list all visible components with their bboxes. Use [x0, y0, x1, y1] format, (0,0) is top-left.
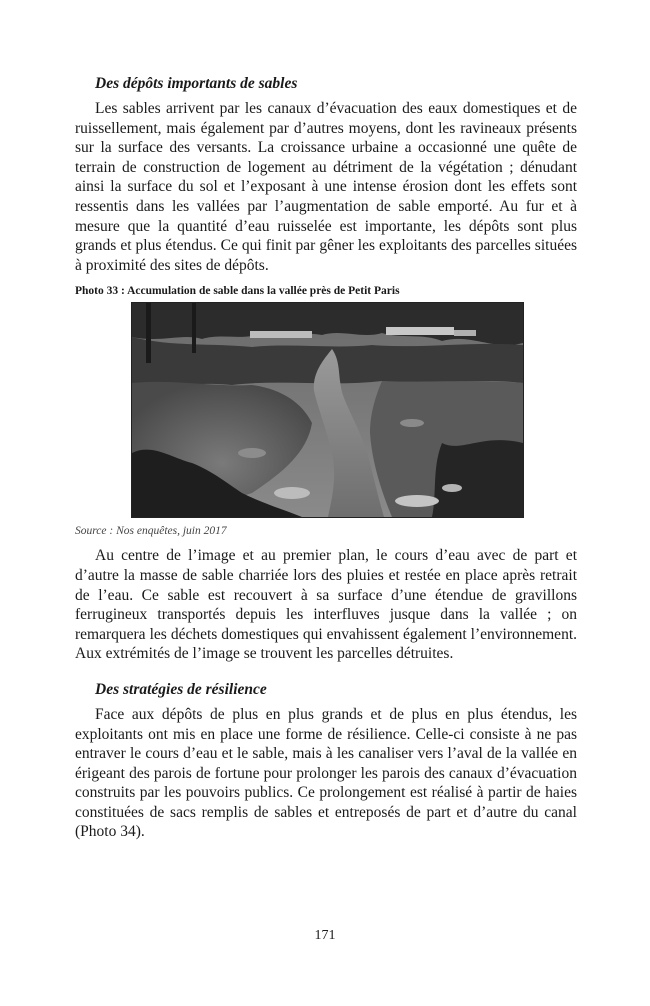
photo-sand-accumulation	[131, 302, 524, 518]
photo-source: Source : Nos enquêtes, juin 2017	[75, 525, 227, 538]
page-content	[75, 74, 577, 842]
photo-image	[132, 303, 523, 517]
photo-caption: Photo 33 : Accumulation de sable dans la vallée près de Petit Paris	[75, 285, 400, 298]
paragraph-resilience: Face aux dépôts de plus en plus grands et de plus en plus étendus, les exploitants ont mis en place une forme de résilience. Celle-ci consiste à ne pas entraver le cours d’eau et le sable, mais à les canaliser vers l’aval de la vallée en érigeant des parois de fortune pour prolonger les parois des canaux d’évacuation construits par les pouvoirs publics. Ce prolongement est réalisé à partir de haies constituées de sacs remplis de sables et entreposés de part et d’autre du canal (Photo 34).	[75, 705, 577, 841]
page-number: 171	[314, 928, 336, 943]
paragraph-sand-deposits: Les sables arrivent par les canaux d’évacuation des eaux domestiques et de ruissellement, mais également par d’autres moyens, dont les ravineaux présents sur la surface des versants. La croissance urbaine a occasionné une quête de terrain de construction de logement au détriment de la végétation ; dénudant ainsi la surface du sol et l’exposant à une intense érosion dont les effets sont ressentis dans les vallées par l’augmentation de sable emporté. Au fur et à mesure que la quantité d’eau ruisselée est importante, les dépôts sont plus grands et plus étendus. Ce qui finit par gêner les exploitants des parcelles situées à proximité des sites de dépôts.	[75, 100, 577, 274]
section-heading-resilience: Des stratégies de résilience	[95, 680, 267, 698]
section-heading-sand-deposits: Des dépôts importants de sables	[95, 75, 298, 92]
paragraph-photo-description: Au centre de l’image et au premier plan, le cours d’eau avec de part et d’autre la masse de sable charriée lors des pluies et restée en place après retrait de l’eau. Ce sable est recouvert à sa surface d’une étendue de gravillons ferrugineux transportés depuis les interfluves jusque dans la vallée ; on remarquera les déchets domestiques qui envahissent également l’environnement. Aux extrémités de l’image se trouvent les parcelles détruites.	[75, 547, 577, 663]
section-gap	[75, 664, 577, 680]
